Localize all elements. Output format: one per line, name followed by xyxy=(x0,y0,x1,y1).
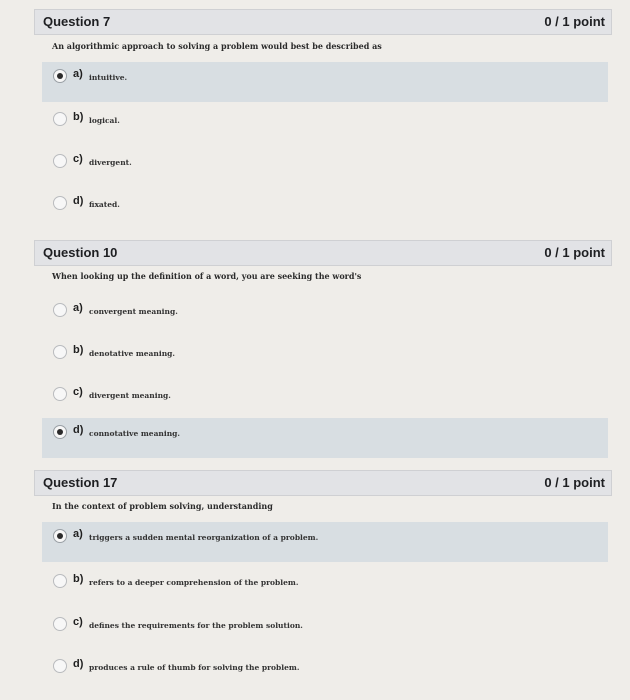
option-letter: c) xyxy=(73,386,83,398)
option-text: produces a rule of thumb for solving the problem. xyxy=(89,663,300,672)
radio-button[interactable] xyxy=(53,112,67,126)
answer-option[interactable] xyxy=(42,338,608,378)
option-letter: b) xyxy=(73,111,84,123)
answer-option[interactable] xyxy=(42,418,608,458)
question-prompt: When looking up the definition of a word, you are seeking the word's xyxy=(52,271,362,281)
answer-option[interactable] xyxy=(42,147,608,187)
radio-button-selected[interactable] xyxy=(53,425,67,439)
answer-option[interactable] xyxy=(42,522,608,562)
radio-dot-icon xyxy=(57,73,63,79)
radio-button[interactable] xyxy=(53,659,67,673)
question-score: 0 / 1 point xyxy=(544,475,605,490)
option-letter: a) xyxy=(73,68,83,80)
answer-option[interactable] xyxy=(42,189,608,229)
question-title: Question 10 xyxy=(43,245,118,260)
answer-option[interactable] xyxy=(42,652,608,692)
option-letter: b) xyxy=(73,573,84,585)
radio-button-selected[interactable] xyxy=(53,69,67,83)
option-letter: a) xyxy=(73,302,83,314)
question-header xyxy=(34,470,612,496)
question-prompt: An algorithmic approach to solving a problem would best be described as xyxy=(52,41,382,51)
question-header xyxy=(34,240,612,266)
option-text: logical. xyxy=(89,116,120,125)
option-text: denotative meaning. xyxy=(89,349,176,358)
option-text: convergent meaning. xyxy=(89,307,178,316)
answer-option[interactable] xyxy=(42,380,608,420)
option-letter: d) xyxy=(73,195,84,207)
option-letter: b) xyxy=(73,344,84,356)
radio-button[interactable] xyxy=(53,154,67,168)
option-text: connotative meaning. xyxy=(89,429,181,438)
radio-button[interactable] xyxy=(53,345,67,359)
option-text: intuitive. xyxy=(89,73,128,82)
option-text: triggers a sudden mental reorganization of a problem. xyxy=(89,533,319,542)
answer-option[interactable] xyxy=(42,296,608,336)
option-letter: c) xyxy=(73,153,83,165)
option-text: defines the requirements for the problem solution. xyxy=(89,621,303,630)
answer-option[interactable] xyxy=(42,105,608,145)
option-text: divergent. xyxy=(89,158,132,167)
question-title: Question 7 xyxy=(43,14,111,29)
answer-option[interactable] xyxy=(42,610,608,650)
radio-button-selected[interactable] xyxy=(53,529,67,543)
question-header xyxy=(34,9,612,35)
answer-option[interactable] xyxy=(42,62,608,102)
question-title: Question 17 xyxy=(43,475,118,490)
answer-option[interactable] xyxy=(42,567,608,607)
radio-button[interactable] xyxy=(53,387,67,401)
radio-button[interactable] xyxy=(53,196,67,210)
radio-dot-icon xyxy=(57,429,63,435)
question-prompt: In the context of problem solving, understanding xyxy=(52,501,273,511)
option-letter: d) xyxy=(73,658,84,670)
option-letter: d) xyxy=(73,424,84,436)
option-text: divergent meaning. xyxy=(89,391,171,400)
radio-button[interactable] xyxy=(53,617,67,631)
radio-dot-icon xyxy=(57,533,63,539)
question-score: 0 / 1 point xyxy=(544,245,605,260)
option-letter: c) xyxy=(73,616,83,628)
radio-button[interactable] xyxy=(53,574,67,588)
option-letter: a) xyxy=(73,528,83,540)
option-text: refers to a deeper comprehension of the problem. xyxy=(89,578,299,587)
question-score: 0 / 1 point xyxy=(544,14,605,29)
radio-button[interactable] xyxy=(53,303,67,317)
option-text: fixated. xyxy=(89,200,120,209)
